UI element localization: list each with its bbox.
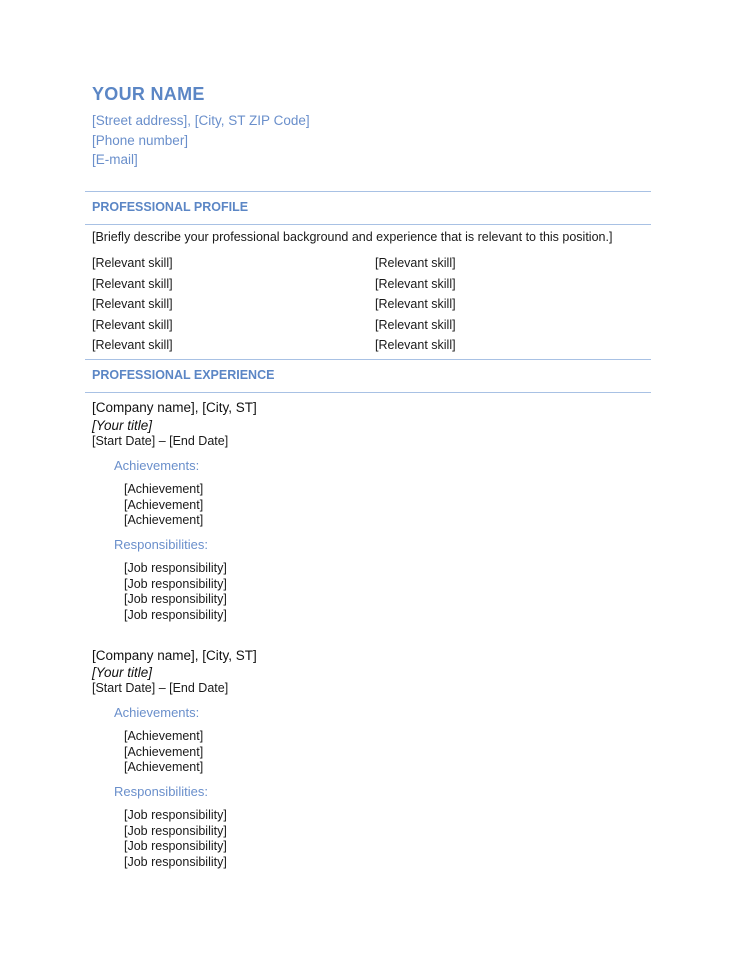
responsibilities-list [124,561,227,624]
skill-item: [Relevant skill] [375,317,456,332]
skills-right-column [375,253,456,356]
responsibilities-heading: Responsibilities: [114,784,208,799]
achievements-list [124,729,203,776]
job-company: [Company name], [City, ST] [92,400,257,415]
section-divider [85,359,651,360]
email-line: [E-mail] [92,152,138,167]
responsibility-item: [Job responsibility] [124,608,227,623]
skill-item: [Relevant skill] [92,317,173,332]
achievements-heading: Achievements: [114,458,200,473]
section-divider [85,224,651,225]
responsibility-item: [Job responsibility] [124,808,227,822]
phone-line: [Phone number] [92,133,189,148]
achievements-heading: Achievements: [114,705,200,720]
responsibility-item: [Job responsibility] [124,823,227,838]
achievement-item: [Achievement] [124,744,204,759]
skill-item: [Relevant skill] [375,276,456,291]
resume-name: YOUR NAME [92,84,205,104]
job-dates: [Start Date] – [End Date] [92,434,229,448]
responsibilities-heading: Responsibilities: [114,537,208,552]
job-dates: [Start Date] – [End Date] [92,681,229,695]
profile-summary: [Briefly describe your professional background and experience that is relevant to this position.] [92,230,613,244]
job-title: [Your title] [92,418,153,433]
skill-item: [Relevant skill] [375,338,456,353]
experience-heading: PROFESSIONAL EXPERIENCE [92,368,275,382]
skill-item: [Relevant skill] [92,338,173,353]
responsibility-item: [Job responsibility] [124,839,227,854]
achievement-item: [Achievement] [124,482,204,496]
responsibility-item: [Job responsibility] [124,561,227,575]
achievement-item: [Achievement] [124,729,204,743]
skills-left-column [92,253,173,356]
section-divider [85,392,651,393]
job-title: [Your title] [92,665,153,680]
skill-item: [Relevant skill] [92,256,173,270]
achievements-list [124,482,203,529]
skill-item: [Relevant skill] [92,276,173,291]
responsibilities-list [124,808,227,871]
achievement-item: [Achievement] [124,497,204,512]
achievement-item: [Achievement] [124,760,204,775]
skill-item: [Relevant skill] [92,297,173,312]
job-company: [Company name], [City, ST] [92,648,257,663]
responsibility-item: [Job responsibility] [124,855,227,870]
address-line: [Street address], [City, ST ZIP Code] [92,113,310,128]
responsibility-item: [Job responsibility] [124,576,227,591]
profile-heading: PROFESSIONAL PROFILE [92,200,249,214]
achievement-item: [Achievement] [124,513,204,528]
skill-item: [Relevant skill] [375,256,456,270]
section-divider [85,191,651,192]
skill-item: [Relevant skill] [375,297,456,312]
responsibility-item: [Job responsibility] [124,592,227,607]
